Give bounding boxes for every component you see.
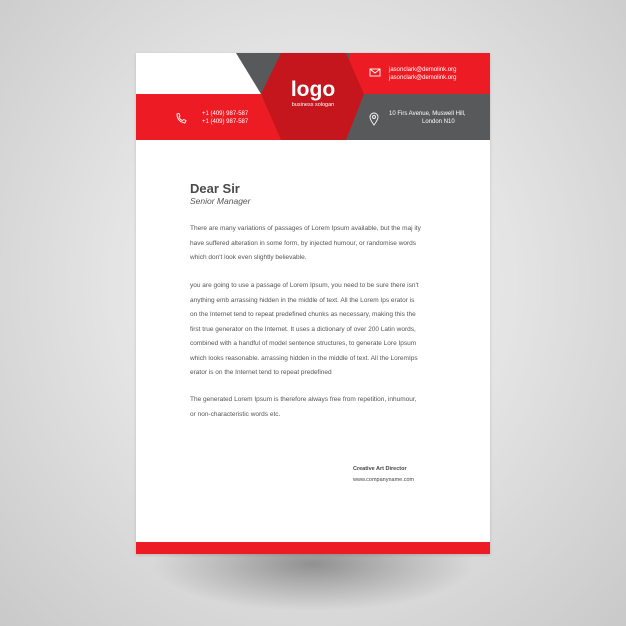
body-paragraph (190, 279, 419, 381)
address-line: 10 Firs Avenue, Muswell Hill, (389, 111, 466, 117)
body-paragraph (190, 393, 417, 422)
paragraph-line: or non-characteristic words etc. (190, 410, 281, 418)
logo-text: logo (290, 78, 336, 101)
email-address: jasonclark@demolink.org (389, 75, 457, 81)
phone-number: +1 (409) 987-587 (202, 111, 249, 117)
paragraph-line: have suffered alteration in some form, by injected humour, or randomise words (190, 239, 417, 247)
paragraph-line: erator is on the Internet tend to repeat predefined (190, 369, 332, 376)
paragraph-line: which don't look even slightly believable. (190, 254, 307, 261)
email-address: jasonclark@demolink.org (389, 67, 457, 73)
paragraph-line: on the Internet tend to repeat predefined chunks as necessary, making this the (190, 311, 416, 318)
recipient-title: Senior Manager (190, 196, 251, 206)
paragraph-line: you are going to use a passage of Lorem Ipsum, you need to be sure there isn't (190, 282, 419, 289)
paragraph-line: first true generator on the Internet. It uses a dictionary of over 200 Latin words, (190, 325, 416, 333)
paragraph-line: combined with a handful of model sentence structures, to generate Lore Ipsum (190, 340, 417, 347)
address-line: London N10 (422, 119, 455, 125)
paragraph-line: There are many variations of passages of Lorem Ipsum available, but the maj ity (190, 225, 421, 232)
paragraph-line: The generated Lorem Ipsum is therefore always free from repetition, inhumour, (190, 396, 417, 403)
signature-title: Creative Art Director (353, 466, 407, 472)
company-website: www.companyname.com (353, 477, 415, 483)
letterhead-page (136, 53, 490, 554)
salutation: Dear Sir (190, 181, 240, 196)
logo-slogan: business sologan (291, 102, 335, 108)
paragraph-line: anything emb arrassing hidden in the middle of text. All the Lorem Ips erator is (190, 296, 415, 304)
body-paragraph (190, 222, 421, 266)
footer-bar (136, 542, 490, 554)
paper-shadow (150, 552, 476, 612)
paragraph-line: which looks reasonable. arrassing hidden in the middle of text. All the LoremIps (190, 354, 418, 362)
phone-number: +1 (409) 987-587 (202, 119, 249, 125)
